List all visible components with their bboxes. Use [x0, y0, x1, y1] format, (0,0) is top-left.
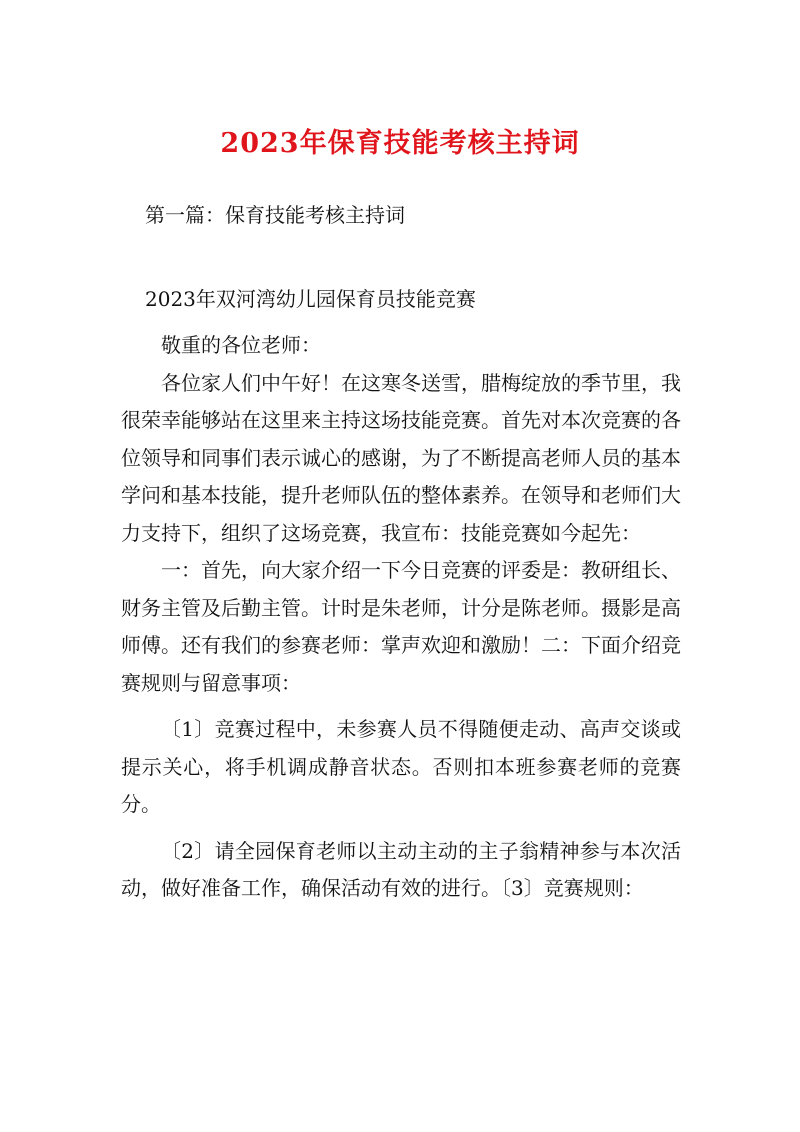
- paragraph-introduction: 一：首先，向大家介绍一下今日竞赛的评委是：教研组长、财务主管及后勤主管。计时是朱老师，计分是陈老师。摄影是高师傅。还有我们的参赛老师：掌声欢迎和激励！二：下面介绍竞赛规则与留意事项：: [121, 558, 681, 695]
- paragraph-rule-2: 〔2〕请全园保育老师以主动主动的主子翁精神参与本次活动，做好准备工作，确保活动有效的进行。〔3〕竞赛规则：: [121, 838, 681, 900]
- document-title: 2023年保育技能考核主持词: [220, 128, 580, 159]
- event-title: 2023年双河湾幼儿园保育员技能竞赛: [145, 287, 476, 311]
- paragraph-rule-1: 〔1〕竞赛过程中，未参赛人员不得随便走动、高声交谈或提示关心，将手机调成静音状态。否则扣本班参赛老师的竞赛分。: [121, 717, 681, 816]
- paragraph-greeting: 敬重的各位老师：: [161, 333, 321, 357]
- paragraph-opening: 各位家人们中午好！在这寒冬送雪，腊梅绽放的季节里，我很荣幸能够站在这里来主持这场技能竞赛。首先对本次竞赛的各位领导和同事们表示诚心的感谢，为了不断提高老师人员的基本学问和基本技能，提升老师队伍的整体素养。在领导和老师们大力支持下，组织了这场竞赛，我宣布：技能竞赛如今起先：: [121, 370, 681, 545]
- chapter-heading: 第一篇：保育技能考核主持词: [145, 203, 405, 227]
- document-body: [121, 327, 681, 908]
